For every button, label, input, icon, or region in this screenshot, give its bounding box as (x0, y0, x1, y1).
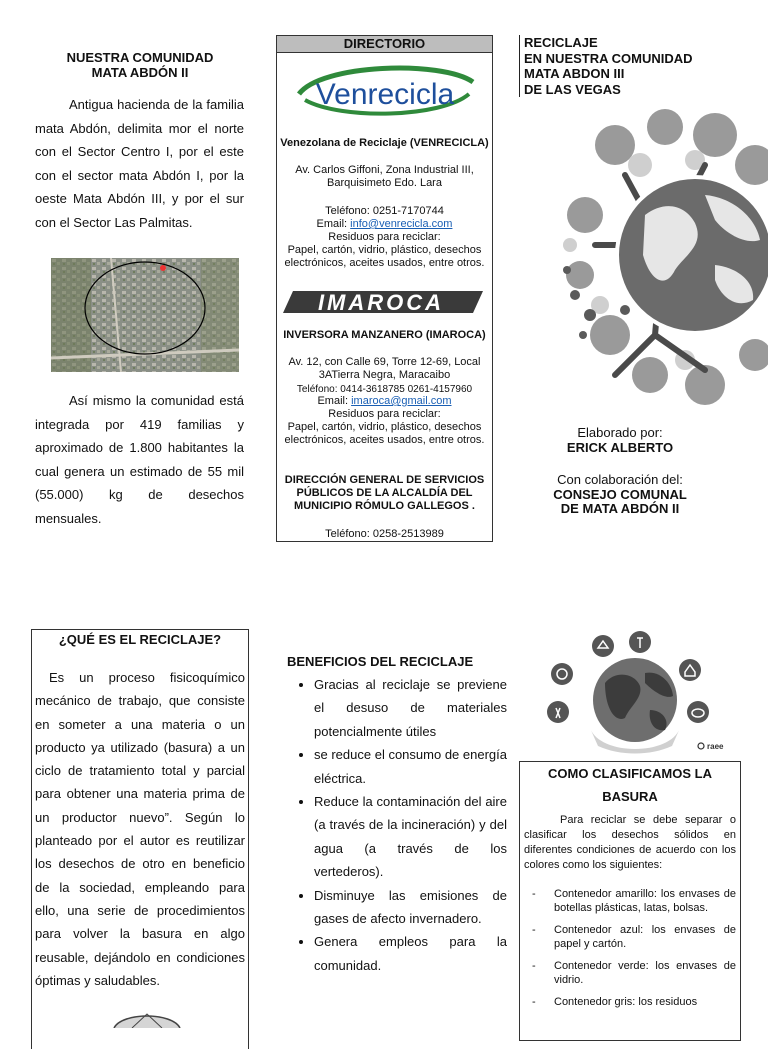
author-name: ERICK ALBERTO (566, 440, 674, 455)
venrecicla-waste: Papel, cartón, vidrio, plástico, desechos electrónicos, aceites usados, entre otros. (284, 244, 485, 269)
made-by-label: Elaborado por: (577, 425, 663, 440)
benefit-item: • Reduce la contaminación del aire (a través de la incineración) y del agua (a través de los vertederos). (314, 790, 507, 884)
collaboration-org: CONSEJO COMUNAL DE MATA ABDÓN II (553, 487, 687, 516)
community-title: NUESTRA COMUNIDAD MATA ABDÓN II (66, 50, 214, 80)
venrecicla-logo-text: Venrecicla (315, 78, 455, 111)
venrecicla-email-label: Email: (316, 218, 351, 230)
benefit-item: • Genera empleos para la comunidad. (314, 930, 507, 977)
brochure-title: RECICLAJE EN NUESTRA COMUNIDAD MATA ABDON III DE LAS VEGAS (519, 35, 724, 97)
imaroca-email-link[interactable]: imaroca@gmail.com (351, 395, 452, 407)
directory-box (276, 35, 493, 542)
venrecicla-address: Av. Carlos Giffoni, Zona Industrial III, Barquisimeto Edo. Lara (295, 164, 474, 189)
recycling-illustration (112, 1008, 182, 1028)
benefit-item: • se reduce el consumo de energía eléctrica. (314, 743, 507, 790)
classify-waste-box (519, 761, 741, 1041)
what-is-recycling-box (31, 629, 249, 1049)
alcaldia-phone: Teléfono: 0258-2513989 (325, 528, 444, 540)
imaroca-logo-text: IMAROCA (317, 290, 445, 315)
imaroca-waste: Papel, cartón, vidrio, plástico, desechos electrónicos, aceites usados, entre otros. (284, 421, 485, 446)
imaroca-name: INVERSORA MANZANERO (IMAROCA) (283, 329, 486, 341)
venrecicla-logo (291, 60, 479, 120)
container-item-green: - Contenedor verde: los envases de vidrio. (524, 959, 736, 987)
venrecicla-name: Venezolana de Reciclaje (VENRECICLA) (280, 137, 489, 149)
benefits-list (296, 673, 507, 977)
raee-logo-icon (698, 743, 704, 749)
benefit-item: • Gracias al reciclaje se previene el desuso de materiales potencialmente útiles (314, 673, 507, 743)
venrecicla-email-link[interactable]: info@venrecicla.com (350, 218, 453, 230)
community-description: Antigua hacienda de la familia mata Abdón, delimita mor el norte con el Sector Centro I, por el este con el sector mata Abdón I, por la oeste Mata Abdón III, y por el sur con el Sector Las Palmitas. (35, 97, 244, 230)
container-item-blue: - Contenedor azul: los envases de papel y cartón. (524, 923, 736, 951)
globe-hands-illustration (540, 628, 732, 756)
directory-header: DIRECTORIO (277, 36, 492, 53)
community-aerial-map (51, 258, 239, 372)
what-is-recycling-body: Es un proceso fisicoquímico mecánico de trabajo, que consiste en someter a una materia o un producto ya utilizado (basura) a un ciclo de tratamiento total y parcial para obtener una materia prima de un productor nuevo”. Según lo planteado por el autor es reutilizar los desechos de otro en beneficio de la sociedad, empleando para ello, una serie de procedimientos para volver la basura en algo reusable, dejándolo en condiciones óptimas y saludables. (35, 670, 245, 988)
raee-logo-text: raee (707, 742, 724, 751)
collaboration-label: Con colaboración del: (557, 472, 683, 487)
container-item-yellow: - Contenedor amarillo: los envases de botellas plásticas, latas, bolsas. (524, 887, 736, 915)
benefit-item: • Disminuye las emisiones de gases de afecto invernadero. (314, 884, 507, 931)
imaroca-phone: Teléfono: 0414-3618785 0261-4157960 (296, 384, 473, 395)
benefits-title: BENEFICIOS DEL RECICLAJE (287, 654, 474, 669)
classify-title: COMO CLASIFICAMOS LA BASURA (548, 766, 712, 804)
venrecicla-phone: Teléfono: 0251-7170744 (325, 205, 444, 217)
classify-intro: Para reciclar se debe separar o clasificar los desechos sólidos en diferentes condiciones de acuerdo con los colores como los siguientes: (524, 814, 736, 871)
community-population: Así mismo la comunidad está integrada por 419 familias y aproximado de 1.800 habitantes la cual genera un estimado de 55 mil (55.000) kg de desechos mensuales. (35, 393, 244, 526)
imaroca-address: Av. 12, con Calle 69, Torre 12-69, Local 3ATierra Negra, Maracaibo (288, 356, 481, 381)
venrecicla-email-line (279, 218, 490, 231)
imaroca-email-label: Email: (317, 395, 352, 407)
imaroca-waste-label: Residuos para reciclar: (328, 408, 441, 420)
alcaldia-name: DIRECCIÓN GENERAL DE SERVICIOS PÚBLICOS DE LA ALCALDÍA DEL MUNICIPIO RÓMULO GALLEGOS . (284, 474, 485, 512)
venrecicla-waste-label: Residuos para reciclar: (328, 231, 441, 243)
what-is-recycling-title: ¿QUÉ ES EL RECICLAJE? (58, 632, 222, 647)
container-item-gray: - Contenedor gris: los residuos (524, 995, 736, 1009)
tree-globe-illustration (555, 105, 768, 405)
imaroca-email-line (279, 395, 490, 408)
container-list (524, 887, 736, 1009)
imaroca-logo (283, 287, 488, 317)
